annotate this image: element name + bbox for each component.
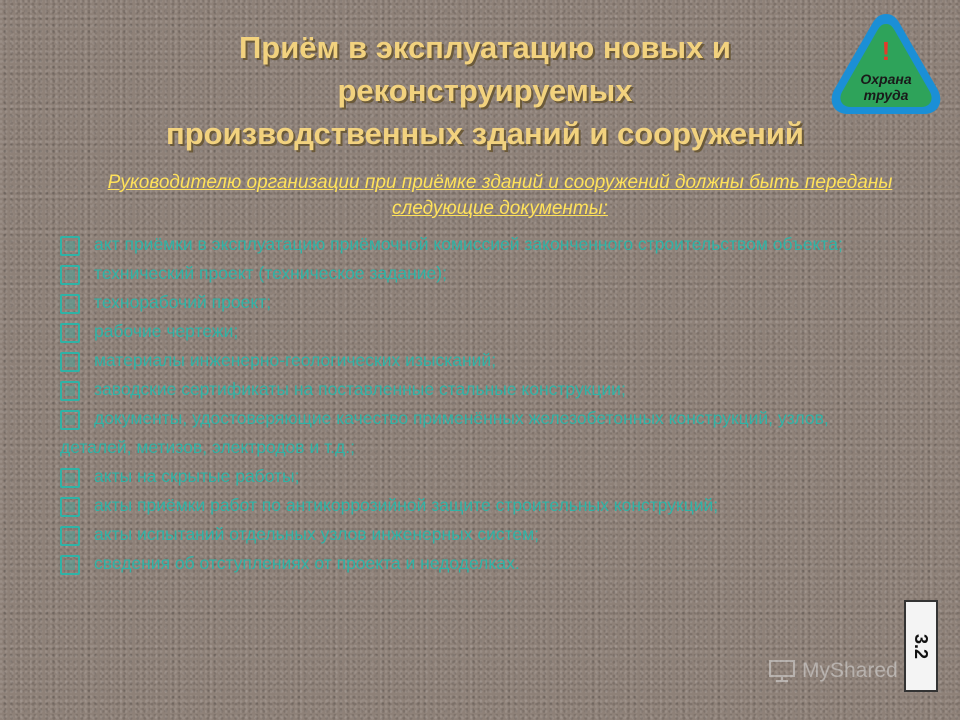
list-item — [60, 549, 900, 578]
checkbox-bullet-icon — [60, 236, 80, 256]
checkbox-bullet-icon — [60, 410, 80, 430]
list-item-text: рабочие чертежи; — [94, 321, 239, 341]
checkbox-bullet-icon — [60, 265, 80, 285]
list-item-text: акты приёмки работ по антикоррозийной защите строительных конструкций; — [94, 495, 719, 515]
title-line-3: производственных зданий и сооружений — [166, 116, 804, 151]
list-item — [60, 462, 900, 491]
watermark-text: MyShared — [802, 659, 898, 682]
list-item-text: акты испытаний отдельных узлов инженерных систем; — [94, 524, 540, 544]
checkbox-bullet-icon — [60, 526, 80, 546]
title-line-1: Приём в эксплуатацию новых и — [238, 30, 731, 65]
list-item — [60, 346, 900, 375]
exclamation-mark: ! — [881, 36, 891, 66]
checkbox-bullet-icon — [60, 497, 80, 517]
watermark — [768, 656, 908, 686]
slide-number: 3.2 — [911, 633, 932, 659]
list-item — [60, 520, 900, 549]
list-item-text: акты на скрытые работы; — [94, 466, 300, 486]
list-item — [60, 288, 900, 317]
list-item-text: акт приёмки в эксплуатацию приёмочной комиссией законченного строительством объекта; — [94, 234, 843, 254]
checkbox-bullet-icon — [60, 468, 80, 488]
slide-title — [60, 26, 910, 155]
list-item-text: технический проект (техническое задание); — [94, 263, 447, 283]
checkbox-bullet-icon — [60, 323, 80, 343]
list-item — [60, 404, 900, 462]
checkbox-bullet-icon — [60, 381, 80, 401]
list-item-text: технорабочий проект; — [94, 292, 272, 312]
list-item-text: сведения об отступлениях от проекта и недоделках. — [94, 553, 520, 573]
slide-number-box — [904, 600, 938, 692]
list-item — [60, 230, 900, 259]
list-item — [60, 317, 900, 346]
list-item-text: материалы инженерно-геологических изысканий; — [94, 350, 497, 370]
title-line-2: реконструируемых — [337, 73, 633, 108]
intro-text: Руководителю организации при приёмке зданий и сооружений должны быть переданы следующие документы: — [107, 172, 893, 219]
list-item — [60, 375, 900, 404]
checkbox-bullet-icon — [60, 294, 80, 314]
badge-line-2: труда — [863, 87, 909, 103]
presentation-screen-icon — [768, 659, 796, 683]
badge-line-1: Охрана — [860, 71, 912, 87]
list-item — [60, 491, 900, 520]
list-item-text: документы, удостоверяющие качество применённых железобетонных конструкций, узлов, деталей, метизов, электродов и т.д.; — [60, 408, 829, 457]
documents-list — [60, 230, 900, 578]
warning-sign-icon — [826, 8, 946, 120]
checkbox-bullet-icon — [60, 555, 80, 575]
labor-safety-badge — [826, 8, 946, 120]
list-item-text: заводские сертификаты на поставленные стальные конструкции; — [94, 379, 626, 399]
list-item — [60, 259, 900, 288]
checkbox-bullet-icon — [60, 352, 80, 372]
